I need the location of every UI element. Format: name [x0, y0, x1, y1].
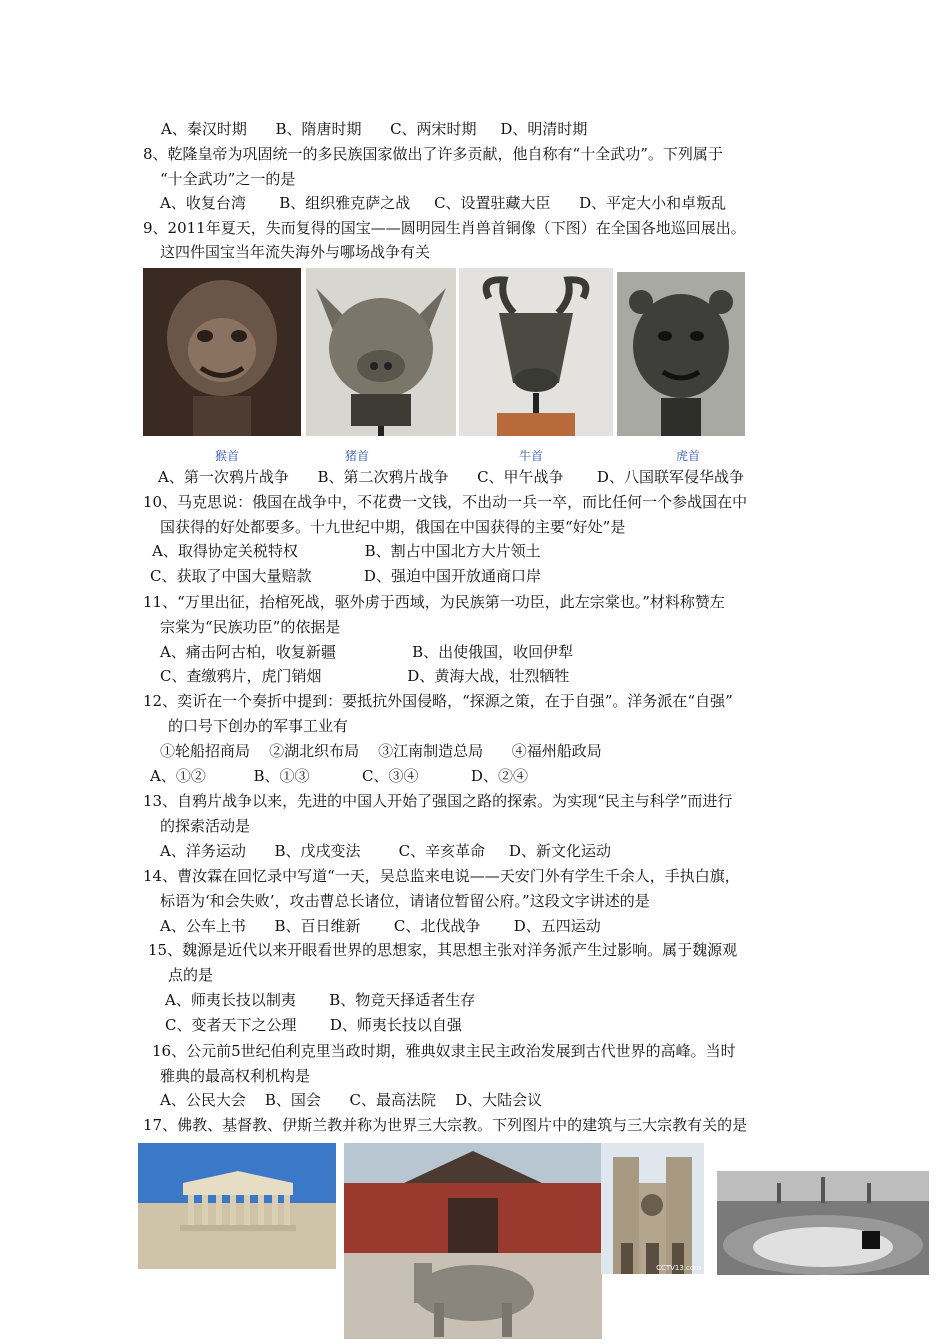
question-11-options-ab: A、痛击阿古柏，收复新疆 B、出使俄国，收回伊犁: [160, 643, 574, 661]
question-10-stem: 10、马克思说：俄国在战争中，不花费一文钱，不出动一兵一卒，而比任何一个参战国在中: [143, 493, 748, 511]
question-15-options-cd: C、变者天下之公理 D、师夷长技以自强: [165, 1016, 462, 1034]
caption-monkey: 猴首: [215, 449, 240, 463]
question-17-stem: 17、佛教、基督教、伊斯兰教并称为世界三大宗教。下列图片中的建筑与三大宗教有关的是: [143, 1116, 748, 1134]
question-8-stem: 8、乾隆皇帝为巩固统一的多民族国家做出了许多贡献，他自称有“十全武功”。下列属于: [143, 145, 723, 163]
question-8-options: A、收复台湾 B、组织雅克萨之战 C、设置驻藏大臣 D、平定大小和卓叛乱: [160, 194, 727, 212]
question-16-stem: 16、公元前5世纪伯利克里当政时期，雅典奴隶主民主政治发展到古代世界的高峰。当时: [152, 1042, 736, 1060]
question-14-options: A、公车上书 B、百日维新 C、北伐战争 D、五四运动: [160, 917, 601, 935]
caption-pig: 猪首: [345, 449, 370, 463]
white-horse-temple-photo: [344, 1143, 602, 1339]
question-14-stem-cont: 标语为‘和会失败’，攻击曹总长诸位，请诸位暂留公府。”这段文字讲述的是: [160, 892, 650, 910]
question-15-stem: 15、魏源是近代以来开眼看世界的思想家，其思想主张对洋务派产生过影响。属于魏源观: [148, 941, 738, 959]
question-15-options-ab: A、师夷长技以制夷 B、物竞天择适者生存: [165, 991, 476, 1009]
question-14-stem: 14、曹汝霖在回忆录中写道“一天，吴总监来电说——天安门外有学生千余人，手执白旗，: [143, 867, 740, 885]
cctv-watermark: CCTV13.com: [656, 1264, 701, 1272]
caption-ox: 牛首: [519, 449, 544, 463]
ox-head-photo: [459, 268, 613, 436]
notre-dame-photo: [601, 1143, 704, 1274]
question-10-options-cd: C、获取了中国大量赔款 D、强迫中国开放通商口岸: [150, 567, 541, 585]
question-13-stem-cont: 的探索活动是: [160, 817, 251, 835]
kaaba-photo: [717, 1171, 929, 1275]
question-13-stem: 13、自鸦片战争以来，先进的中国人开始了强国之路的探索。为实现“民主与科学”而进行: [143, 792, 733, 810]
question-7-options: A、秦汉时期 B、隋唐时期 C、两宋时期 D、明清时期: [161, 120, 588, 138]
question-12-stem: 12、奕䜣在一个奏折中提到：要抵抗外国侵略，“探源之策，在于自强”。洋务派在“自强”: [143, 692, 733, 710]
question-9-options: A、第一次鸦片战争 B、第二次鸦片战争 C、甲午战争 D、八国联军侵华战争: [158, 468, 744, 486]
question-9-stem: 9、2011年夏天，失而复得的国宝——圆明园生肖兽首铜像（下图）在全国各地巡回展出。: [143, 219, 746, 237]
pig-head-photo: [306, 268, 456, 436]
caption-tiger: 虎首: [676, 449, 701, 463]
question-12-stem-cont: 的口号下创办的军事工业有: [168, 717, 349, 735]
question-16-options: A、公民大会 B、国会 C、最高法院 D、大陆会议: [160, 1091, 543, 1109]
question-12-items: ①轮船招商局 ②湖北织布局 ③江南制造总局 ④福州船政局: [160, 742, 602, 760]
question-12-options: A、①② B、①③ C、③④ D、②④: [150, 767, 528, 785]
question-10-stem-cont: 国获得的好处都要多。十九世纪中期，俄国在中国获得的主要“好处”是: [160, 518, 626, 536]
question-13-options: A、洋务运动 B、戊戌变法 C、辛亥革命 D、新文化运动: [160, 842, 611, 860]
tiger-head-photo: [617, 272, 745, 436]
question-15-stem-cont: 点的是: [168, 966, 214, 984]
question-8-stem-cont: “十全武功”之一的是: [160, 170, 296, 188]
question-11-stem: 11、“万里出征，抬棺死战，驱外虏于西域，为民族第一功臣，此左宗棠也。”材料称赞左: [143, 593, 725, 611]
monkey-head-photo: [143, 268, 301, 436]
question-16-stem-cont: 雅典的最高权利机构是: [160, 1067, 311, 1085]
parthenon-photo: [138, 1143, 336, 1269]
question-10-options-ab: A、取得协定关税特权 B、割占中国北方大片领土: [152, 542, 541, 560]
question-11-options-cd: C、查缴鸦片，虎门销烟 D、黄海大战，壮烈牺牲: [160, 667, 570, 685]
question-11-stem-cont: 宗棠为“民族功臣”的依据是: [160, 618, 341, 636]
question-9-stem-cont: 这四件国宝当年流失海外与哪场战争有关: [160, 243, 431, 261]
